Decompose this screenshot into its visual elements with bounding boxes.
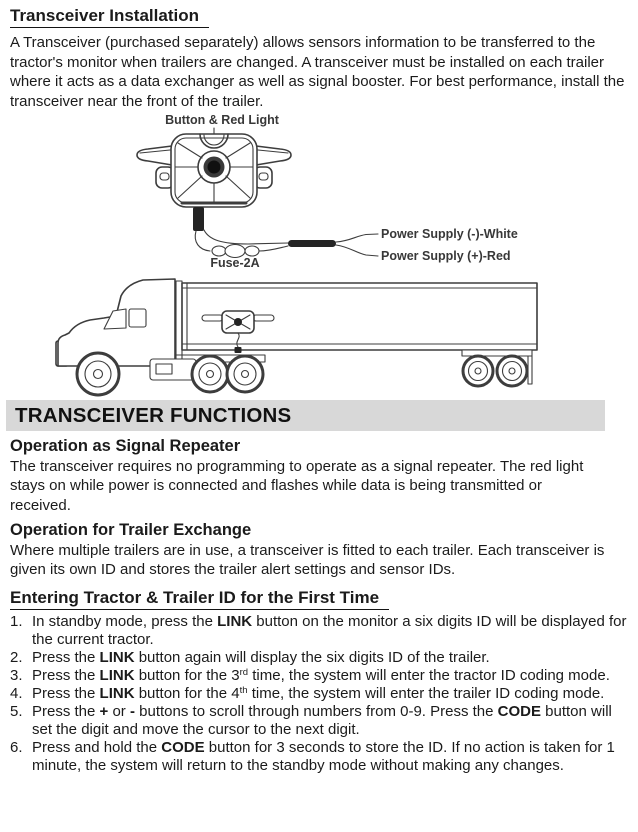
step-text: In standby mode, press the LINK button on the monitor a six digits ID will be displayed for the current tractor. <box>32 613 627 649</box>
step-number: 6. <box>10 739 23 757</box>
truck-diagram <box>10 271 630 399</box>
transceiver-wiring-diagram <box>10 112 630 271</box>
trailer-exchange-paragraph: Where multiple trailers are in use, a transceiver is fitted to each trailer. Each transceiver is given its own ID and stores the trailer alert settings and sensor IDs. <box>10 541 605 579</box>
step-4 <box>10 685 630 703</box>
cable-sleeve <box>288 240 336 247</box>
power-cable <box>193 207 378 258</box>
step-number: 3. <box>10 667 23 685</box>
cable-stub <box>193 207 204 231</box>
section-header-bar <box>6 400 605 431</box>
step-2 <box>10 649 630 667</box>
tractor-trailer-illustration <box>42 271 602 399</box>
intro-paragraph: A Transceiver (purchased separately) allows sensors information to be transferred to the tractor's monitor when trailers are changed. A transceiver must be installed on each trailer where it acts as a data exchanger as well as signal booster. For best performance, install the transceiver near the front of the trailer. <box>10 34 625 110</box>
step-number: 2. <box>10 649 23 667</box>
step-text: Press and hold the CODE button for 3 seconds to store the ID. If no action is taken for 1 minute, the system will return to the standby mode without making any changes. <box>32 739 615 775</box>
step-3 <box>10 667 630 685</box>
power-negative-label: Power Supply (-)-White <box>381 227 518 241</box>
transceiver-device-illustration <box>98 112 626 271</box>
entering-id-heading-text: Entering Tractor & Trailer ID for the First Time <box>10 587 389 610</box>
signal-repeater-heading: Operation as Signal Repeater <box>10 437 241 455</box>
step-number: 1. <box>10 613 23 631</box>
page-title-text: Transceiver Installation <box>10 5 209 28</box>
step-number: 4. <box>10 685 23 703</box>
device-wing-right <box>256 146 291 165</box>
step-number: 5. <box>10 703 23 721</box>
fuse-label: Fuse-2A <box>210 256 260 270</box>
step-text: Press the LINK button again will display the six digits ID of the trailer. <box>32 649 490 667</box>
step-text: Press the LINK button for the 4th time, the system will enter the trailer ID coding mode. <box>32 685 605 703</box>
section-header-text: TRANSCEIVER FUNCTIONS <box>15 403 292 427</box>
power-positive-label: Power Supply (+)-Red <box>381 249 511 263</box>
step-text: Press the + or - buttons to scroll through numbers from 0-9. Press the CODE button will set the digit and move the cursor to the next digit. <box>32 703 612 739</box>
signal-repeater-paragraph: The transceiver requires no programming to operate as a signal repeater. The red light stays on while power is connected and flashes while data is being transmitted or received. <box>10 458 584 514</box>
entering-id-steps <box>10 613 630 775</box>
step-box <box>150 359 196 380</box>
entering-id-heading <box>10 587 630 610</box>
trailer-rear-wheels <box>462 350 532 386</box>
step-6 <box>10 739 630 775</box>
step-1 <box>10 613 630 649</box>
page-title <box>10 5 630 28</box>
trailer-exchange-heading: Operation for Trailer Exchange <box>10 520 252 539</box>
exhaust-stack <box>176 281 182 359</box>
step-text: Press the LINK button for the 3rd time, the system will enter the tractor ID coding mode. <box>32 667 610 685</box>
device-wing-left <box>137 146 172 165</box>
button-red-light-label: Button & Red Light <box>165 113 279 127</box>
step-5 <box>10 703 630 739</box>
